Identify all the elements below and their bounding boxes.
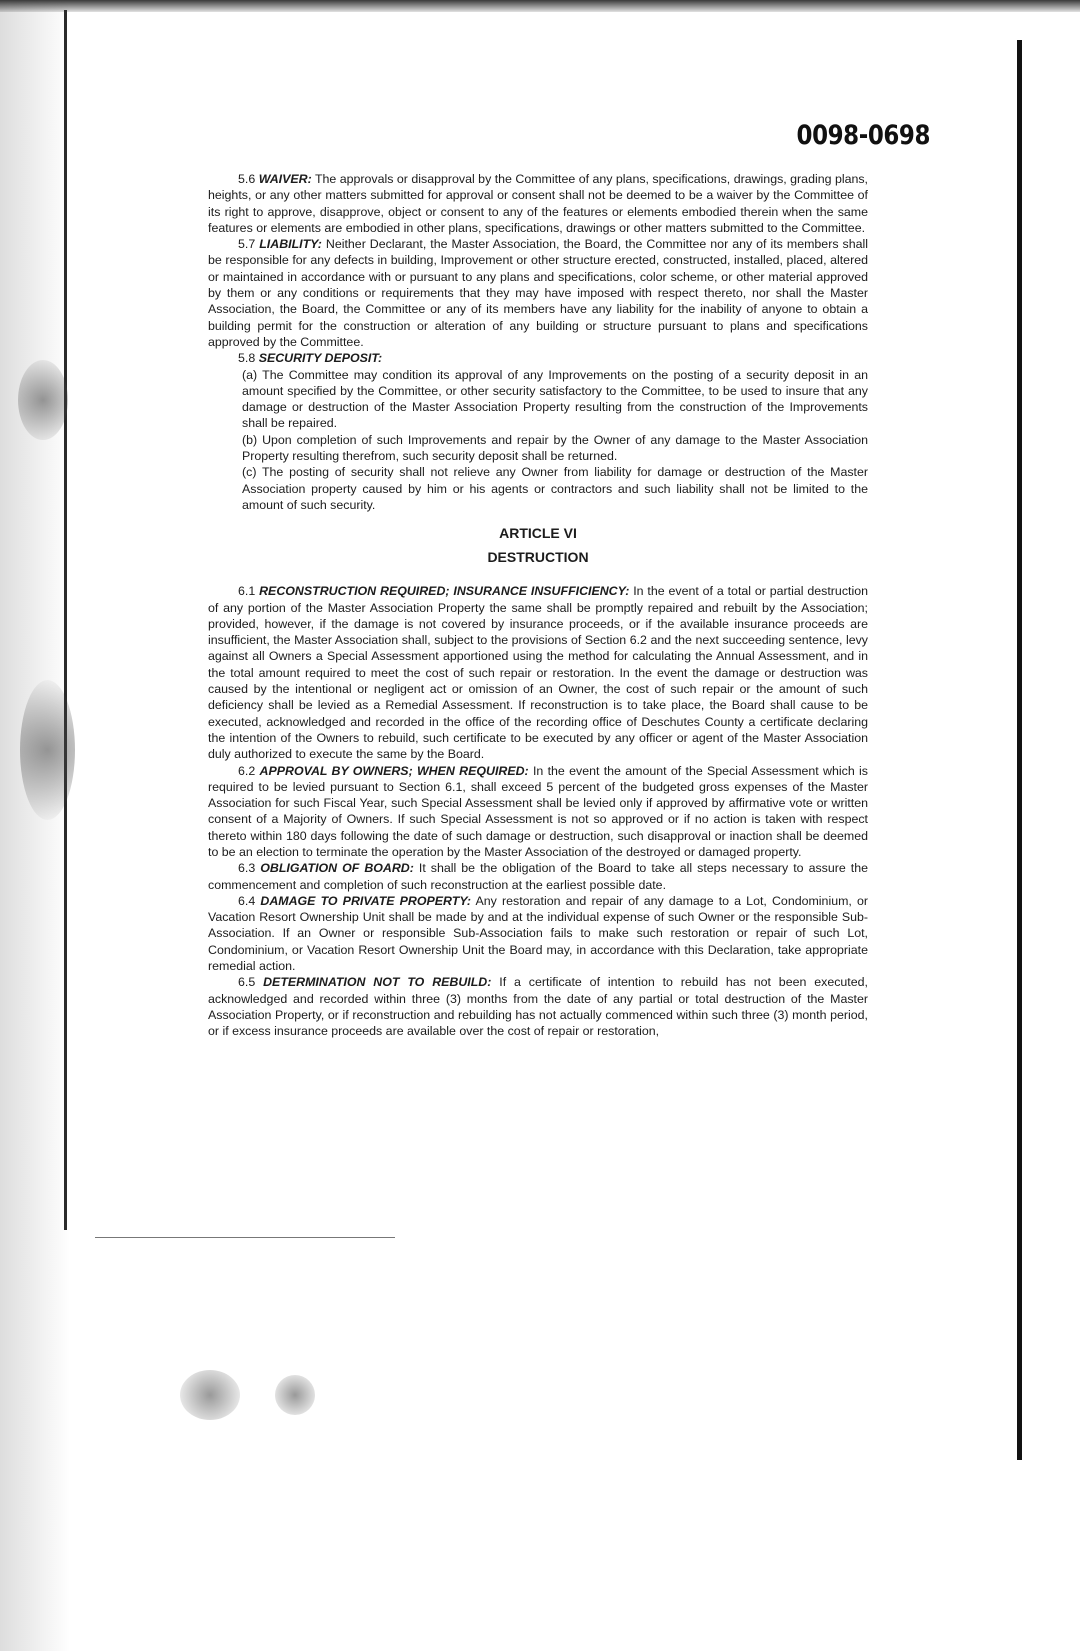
bottom-scan-line [95,1237,395,1238]
section-5-8 [208,350,868,366]
section-number: 6.2 [238,763,256,778]
section-6-3 [208,860,868,893]
scan-shadow-left [0,0,70,1651]
section-text: In the event the amount of the Special Assessment which is required to be levied pursuant to Section 6.1, shall exceed 5 percent of the budgeted gross expenses of the Master Association for such Fiscal Year, such Special Assessment shall be levied only if approved by affirmative vote or written consent of a Majority of Owners. If such Special Assessment is not so approved or if no action is taken with respect thereto within 180 days following the date of such damage or destruction, such disapproval or inaction shall be deemed to be an election to terminate the operation by the Master Association of the destroyed or damaged property. [208,763,868,859]
document-body [208,171,868,1040]
article-subtitle: DESTRUCTION [487,549,589,566]
document-number: 0098-0698 [796,120,930,151]
section-number: 6.1 [238,584,256,599]
section-text: It shall be the obligation of the Board to take all steps necessary to assure the commencement and completion of such reconstruction at the earliest possible date. [208,861,868,892]
section-heading: DETERMINATION NOT TO REBUILD: [263,975,492,990]
section-6-2 [208,763,868,861]
section-number: 6.4 [238,893,256,908]
section-number: 5.8 [238,351,256,366]
security-deposit-item-b: (b) Upon completion of such Improvements and repair by the Owner of any damage to the Master Association Property resulting therefrom, such security deposit shall be returned. [242,432,868,464]
section-5-7 [208,236,868,350]
section-heading: DAMAGE TO PRIVATE PROPERTY: [260,893,472,908]
section-6-5 [208,974,868,1039]
section-heading: WAIVER: [258,172,312,186]
section-text: If a certificate of intention to rebuild has not been executed, acknowledged and recorded within three (3) months from the date of any partial or total destruction of the Master Association Property, or if reconstruction and rebuilding has not actually commenced within such three (3) month period, or if excess insurance proceeds are available over the cost of repair or restoration, [208,975,868,1039]
scan-smudge [275,1375,315,1415]
scan-shadow-top [0,0,1080,12]
section-heading: LIABILITY: [259,237,322,252]
section-number: 5.7 [238,237,256,252]
section-text: Neither Declarant, the Master Association, the Board, the Committee nor any of its members shall be responsible for any defects in building, Improvement or other structure erected, constructed, installed, placed, altered or maintained in accordance with or pursuant to any plans and specifications, color scheme, or other material approved by them or any conditions or requirements that they may have imposed with respect thereto, nor shall the Master Association, the Board, the Committee or any of its members have any liability for the inability of anyone to obtain a building permit for the construction or alteration of any building or structure pursuant to plans and specifications approved by the Committee. [208,237,868,349]
section-heading: RECONSTRUCTION REQUIRED; INSURANCE INSUFFICIENCY: [259,584,630,599]
section-6-4 [208,893,868,974]
scan-smudge [20,680,75,820]
section-number: 6.5 [238,975,256,990]
section-5-6 [208,171,868,236]
left-border-line [64,10,67,1230]
security-deposit-item-a: (a) The Committee may condition its approval of any Improvements on the posting of a security deposit in an amount specified by the Committee, or other security satisfactory to the Committee, to be used to insure that any damage or destruction of the Master Association Property resulting from the construction of the Improvements shall be repaired. [242,367,868,431]
section-heading: APPROVAL BY OWNERS; WHEN REQUIRED: [259,763,529,778]
section-text: Any restoration and repair of any damage to a Lot, Condominium, or Vacation Resort Ownership Unit shall be made by and at the individual expense of such Owner or the responsible Sub-Association. If an Owner or responsible Sub-Association fails to make such restoration or repair of such Lot, Condominium, or Vacation Resort Ownership Unit the Board may, in accordance with this Declaration, take appropriate remedial action. [208,893,869,974]
article-title: ARTICLE VI [499,525,577,542]
security-deposit-item-c: (c) The posting of security shall not relieve any Owner from liability for damage or destruction of the Master Association property caused by him or his agents or contractors and such liability shall not be limited to the amount of such security. [242,465,868,512]
section-heading: SECURITY DEPOSIT: [258,351,383,366]
scan-smudge [18,360,68,440]
section-number: 6.3 [238,861,256,876]
section-number: 5.6 [238,172,256,186]
section-text: In the event of a total or partial destruction of any portion of the Master Association Property the same shall be promptly repaired and rebuilt by the Association; provided, however, if the damage is not covered by insurance proceeds, or if the available insurance proceeds are insufficient, the Master Association shall, subject to the provisions of Section 6.2 and the next succeeding sentence, levy against all Owners a Special Assessment apportioned using the method for calculating the Annual Assessment, and in the total amount required to meet the cost of such repair or restoration. In the event the damage or destruction was caused by the intentional or negligent act or omission of an Owner, the cost of such repair or the amount of such deficiency shall be levied as a Remedial Assessment. If reconstruction is to take place, the Board shall cause to be executed, acknowledged and recorded in the office of the recording office of Deschutes County a certificate declaring the intention of the Owners to rebuild, such certificate to be executed by any officer or agent of the Master Association duly authorized to execute the same by the Board. [208,584,868,762]
section-6-1 [208,583,868,762]
section-heading: OBLIGATION OF BOARD: [260,861,414,876]
right-border-line [1017,40,1022,1460]
section-text: The approvals or disapproval by the Committee of any plans, specifications, drawings, grading plans, heights, or any other matters submitted for approval or consent shall not be deemed to be a waiver by the Committee of its right to approve, disapprove, object or consent to any of the features or elements embodied therein when the same features or elements are embodied in other plans, specifications, drawings or other matters submitted to the Committee. [208,172,869,235]
scan-smudge [180,1370,240,1420]
